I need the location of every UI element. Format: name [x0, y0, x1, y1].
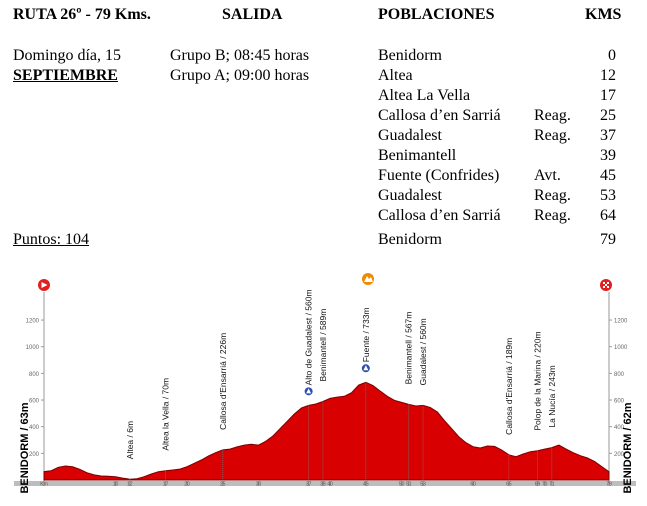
waypoint-label: Fuente / 733m [360, 307, 371, 363]
town-name: Benidorm [378, 47, 442, 64]
town-km: 25 [600, 107, 616, 124]
altitude-tick-label: 1000 [25, 345, 39, 352]
km-tick-label: 39 [320, 481, 326, 488]
altitude-tick-label: 1000 [614, 345, 628, 352]
climb-icon [361, 364, 370, 373]
group-b-time: Grupo B; 08:45 horas [170, 47, 310, 64]
points-label: Puntos: 104 [13, 231, 90, 248]
km-tick-label: 40 [327, 481, 333, 488]
km-tick-label: 30 [255, 481, 262, 488]
altitude-tick-label: 1200 [614, 318, 628, 325]
waypoint-label: Altea la Vella / 70m [160, 377, 171, 451]
km-tick-label: 70 [541, 481, 548, 488]
waypoint-label: Benimantell / 567m [403, 311, 414, 385]
km-tick-label: 25 [220, 481, 226, 488]
summit-icon [362, 273, 374, 285]
town-name: Callosa d’en Sarriá [378, 107, 501, 124]
town-name: Callosa d’en Sarriá [378, 207, 501, 224]
start-icon [38, 279, 50, 291]
town-name: Altea La Vella [378, 87, 471, 104]
kms-heading: KMS [585, 6, 622, 23]
town-km: 37 [600, 127, 616, 144]
town-km: 79 [600, 231, 616, 248]
waypoint-label: Alto de Guadalest / 560m [303, 289, 314, 386]
town-note: Reag. [534, 207, 571, 224]
route-title: RUTA 26º - 79 Kms. [13, 6, 151, 23]
town-name: Benidorm [378, 231, 442, 248]
km-tick-label: 69 [534, 481, 541, 488]
km-tick-label: 60 [470, 481, 476, 488]
waypoint-label: Polop de la Marina / 220m [532, 331, 543, 431]
km-tick-label: Km [40, 481, 48, 488]
waypoint-label: Callosa d'Ensarriá / 189m [503, 337, 514, 435]
date-month: SEPTIEMBRE [13, 67, 118, 84]
waypoint-label: Callosa d'Ensarriá / 226m [217, 332, 228, 430]
altitude-tick-label: 800 [614, 371, 625, 378]
km-tick-label: 51 [405, 481, 412, 488]
km-tick-label: 65 [506, 481, 512, 488]
town-name: Fuente (Confrides) [378, 167, 500, 184]
km-tick-label: 50 [398, 481, 405, 488]
altitude-tick-label: 400 [28, 425, 39, 432]
km-tick-label: 79 [606, 481, 612, 488]
km-tick-label: 71 [549, 481, 555, 488]
finish-flag-icon [600, 279, 612, 291]
town-name: Guadalest [378, 187, 442, 204]
poblaciones-heading: POBLACIONES [378, 6, 495, 23]
elevation-profile [0, 268, 647, 506]
altitude-tick-label: 600 [28, 398, 39, 405]
altitude-tick-label: 800 [28, 371, 39, 378]
town-name: Altea [378, 67, 413, 84]
waypoint-label: Benimantell / 589m [317, 308, 328, 382]
town-note: Reag. [534, 187, 571, 204]
town-name: Guadalest [378, 127, 442, 144]
town-km: 0 [608, 47, 616, 64]
town-km: 45 [600, 167, 616, 184]
altitude-tick-label: 1200 [25, 318, 39, 325]
town-name: Benimantell [378, 147, 457, 164]
waypoint-label: Altea / 6m [124, 420, 135, 460]
altitude-tick-label: 400 [614, 425, 625, 432]
waypoint-label: Guadalest / 560m [418, 318, 429, 386]
town-note: Avt. [534, 167, 561, 184]
waypoint-label: La Nucía / 243m [546, 365, 557, 428]
town-km: 53 [600, 187, 616, 204]
town-note: Reag. [534, 107, 571, 124]
km-tick-label: 20 [184, 481, 190, 488]
km-tick-label: 12 [127, 481, 133, 488]
town-km: 64 [600, 207, 616, 224]
end-label: BENIDORM / 62m [622, 402, 634, 494]
km-tick-label: 53 [420, 481, 426, 488]
km-tick-label: 45 [363, 481, 369, 488]
km-tick-label: 10 [112, 481, 119, 488]
start-label: BENIDORM / 63m [19, 402, 31, 494]
km-tick-label: 37 [305, 481, 312, 488]
climb-icon [304, 387, 313, 396]
town-km: 39 [600, 147, 616, 164]
town-km: 17 [600, 87, 616, 104]
altitude-tick-label: 600 [614, 398, 625, 405]
town-note: Reag. [534, 127, 571, 144]
date-day: Domingo día, 15 [13, 47, 121, 64]
profile-ticks [14, 481, 636, 488]
salida-heading: SALIDA [222, 6, 283, 23]
altitude-tick-label: 200 [28, 451, 39, 458]
group-a-time: Grupo A; 09:00 horas [170, 67, 310, 84]
km-tick-label: 17 [162, 481, 169, 488]
altitude-tick-label: 200 [614, 451, 625, 458]
town-km: 12 [600, 67, 616, 84]
